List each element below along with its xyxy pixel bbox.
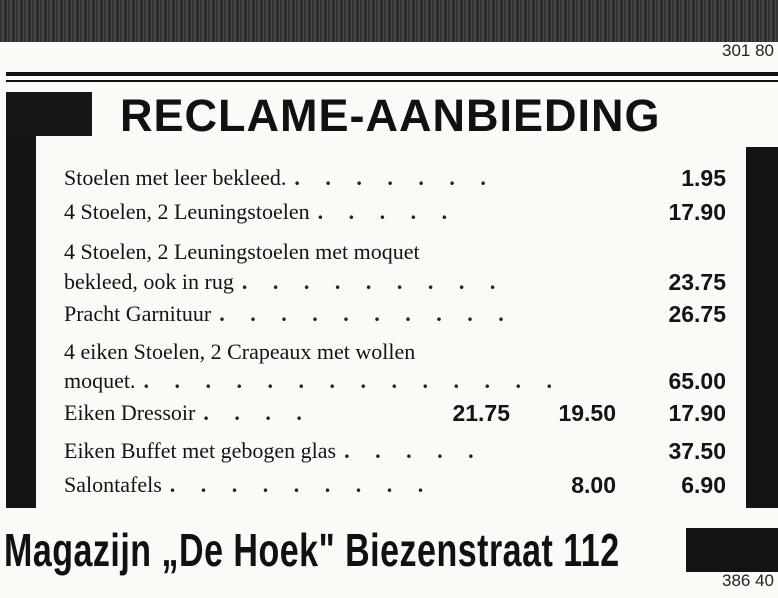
divider-rule-thin xyxy=(6,80,778,82)
list-item xyxy=(64,366,726,396)
store-name-address: Magazijn „De Hoek" Biezenstraat 112 xyxy=(4,525,620,577)
list-item xyxy=(64,470,726,500)
headline: RECLAME-AANBIEDING xyxy=(120,90,661,141)
item-price-alt: 19.50 xyxy=(558,400,616,426)
list-item xyxy=(64,398,726,428)
leader-dots: . . . . . xyxy=(344,438,484,463)
ad-reference-number-bottom: 386 40 xyxy=(722,571,774,590)
item-text: moquet. xyxy=(64,368,136,393)
item-price: 1.95 xyxy=(681,165,726,191)
list-item xyxy=(64,237,726,267)
item-price: 37.50 xyxy=(668,438,726,464)
item-text: Eiken Buffet met gebogen glas xyxy=(64,438,337,463)
item-price: 26.75 xyxy=(668,301,726,327)
item-text: 4 Stoelen, 2 Leuningstoelen met moquet xyxy=(64,239,420,264)
item-text: Stoelen met leer bekleed. xyxy=(64,165,287,190)
ad-reference-number-top: 301 80 xyxy=(722,41,774,60)
item-text: bekleed, ook in rug xyxy=(64,269,234,294)
leader-dots: . . . . . . . . . . xyxy=(219,301,514,326)
item-text: Eiken Dressoir xyxy=(64,400,196,425)
item-price: 6.90 xyxy=(681,472,726,498)
leader-dots: . . . . . . . . . . . . . . xyxy=(143,368,562,393)
left-black-block xyxy=(6,92,92,136)
item-price: 17.90 xyxy=(668,400,726,426)
right-black-bar xyxy=(746,147,778,508)
list-item xyxy=(64,436,726,466)
divider-rule-thick xyxy=(6,72,778,76)
leader-dots: . . . . . . . xyxy=(294,165,496,190)
item-price: 17.90 xyxy=(668,199,726,225)
item-price: 23.75 xyxy=(668,269,726,295)
left-black-bar xyxy=(6,136,36,508)
leader-dots: . . . . . xyxy=(317,199,458,224)
item-price-alt: 21.75 xyxy=(452,400,510,426)
list-item xyxy=(64,163,726,193)
leader-dots: . . . . . . . . . xyxy=(169,472,434,497)
bottom-black-block xyxy=(686,528,778,572)
item-text: 4 eiken Stoelen, 2 Crapeaux met wollen xyxy=(64,339,416,364)
item-price: 65.00 xyxy=(668,368,726,394)
list-item xyxy=(64,337,726,367)
list-item xyxy=(64,197,726,227)
item-text: 4 Stoelen, 2 Leuningstoelen xyxy=(64,199,310,224)
list-item xyxy=(64,299,726,329)
top-decorative-band xyxy=(0,0,778,42)
item-price-alt: 8.00 xyxy=(571,472,616,498)
list-item xyxy=(64,267,726,297)
leader-dots: . . . . xyxy=(203,400,312,425)
item-text: Pracht Garnituur xyxy=(64,301,212,326)
leader-dots: . . . . . . . . . xyxy=(241,269,506,294)
item-text: Salontafels xyxy=(64,472,162,497)
